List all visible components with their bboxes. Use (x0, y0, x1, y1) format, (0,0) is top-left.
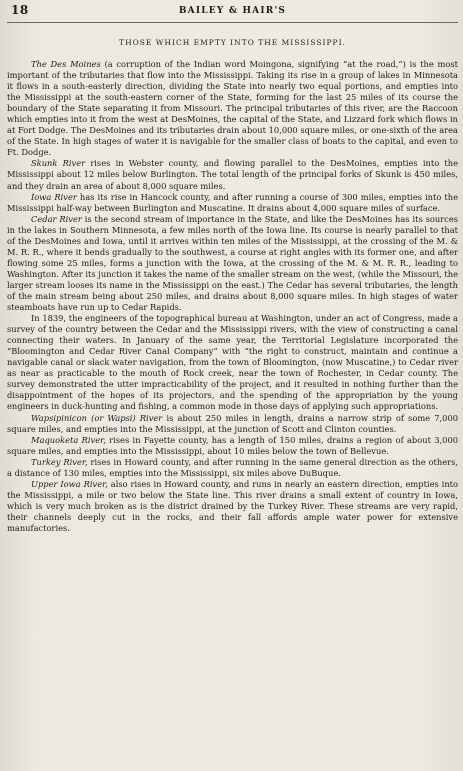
river-name: Wapsipinicon (or Wapsi) River (31, 412, 163, 423)
paragraph-wapsipinicon-river (7, 413, 458, 435)
river-name: Turkey River, (31, 456, 88, 467)
river-name: Cedar River (31, 213, 82, 224)
paragraph-text: In 1839, the engineers of the topographical bureau at Washington, under an act of Congress, made a survey of the country between the Cedar and the Mississippi rivers, with the view of constructing a canal connecting their waters. In January of the same year, the Territorial Legislature incorporated the “Bloomington and Cedar River Canal Company” with “the right to construct, maintain and continue a navigable canal or slack water navigation, from the town of Bloomington, (now Muscatine,) to Cedar river as near as practicable to the mouth of Rock creek, near the town of Rochester, in Cedar county. The survey demonstrated the utter impracticability of the project, and it resulted in nothing further than the disappointment of the hopes of its projectors, and the spending of the appropriation by the young engineers in duck-hunting and fishing, a common mode in those days of applying such appropriations. (7, 313, 458, 412)
paragraph-text: is about 250 miles in length, drains a narrow strip of some 7,000 square miles, and empties into the Mississippi, at the junction of Scott and Clinton counties. (7, 412, 459, 434)
river-name: Skunk River (31, 158, 86, 169)
river-name: Maquoketa River, (31, 434, 106, 445)
river-name: Upper Iowa River, (31, 478, 108, 489)
paragraph-text: (a corruption of the Indian word Moingona, signifying “at the road,”) is the most important of the tributaries that flow into the Mississippi. Taking its rise in a group of lakes in Minnesota it flows in a south-easterly direction, dividing the State into nearly two equal portions, and empties into the Mississippi at the south-eastern corner of the State, forming for the last 25 miles of its course the boundary of the State separating it from Missouri. The principal tributaries of this river, are the Raccoon which empties into it from the west at DesMoines, the capital of the State, and Lizzard fork which flows in at Fort Dodge. The DesMoines and its tributaries drain about 10,000 square miles, or one-sixth of the area of the State. In high stages of water it is navigable for the smaller class of boats to the capital, and even to Ft. Dodge. (7, 59, 458, 158)
paragraph-text: rises in Howard county, and after running in the same general direction as the others, a distance of 130 miles, empties into the Mississippi, six miles above DuBuque. (7, 456, 459, 478)
body-text (7, 59, 458, 534)
paragraph-cedar-river (7, 214, 458, 313)
paragraph-iowa-river (7, 192, 458, 214)
running-title: BAILEY & HAIR'S (178, 6, 287, 16)
paragraph-maquoketa-river (7, 435, 458, 457)
paragraph-des-moines (7, 59, 458, 158)
paragraph-text: is the second stream of importance in the State, and like the DesMoines has its sources in the lakes in Southern Minnesota, a few miles north of the Iowa line. Its course is nearly parallel to that of the DesMoines and Iowa, until it arrives within ten miles of the Mississippi, at the crossing of the M. & M. R. R., where it bends gradually to the southwest, a course at right angles with its former one, and after flowing some 25 miles, forms a junction with the Iowa, at the crossing of the M. & M. R. R., leading to Washington. After its junction it takes the name of the smaller stream on the west, (while the Missouri, the larger stream looses its name in the Mississippi on the east.) The Cedar has several tributaries, the length of the main stream being about 250 miles, and drains about 8,000 square miles. In high stages of water steamboats have run up to Cedar Rapids. (7, 213, 458, 313)
paragraph-skunk-river (7, 158, 458, 191)
paragraph-canal-survey (7, 313, 458, 412)
page-number: 18 (11, 3, 29, 17)
river-name: The Des Moines (31, 59, 101, 69)
paragraph-upper-iowa-river (7, 479, 458, 534)
paragraph-text: rises in Fayette county, has a length of 150 miles, drains a region of about 3,000 square miles, and empties into the Mississippi, about 10 miles below the town of Bellevue. (7, 434, 458, 456)
paragraph-turkey-river (7, 457, 458, 479)
section-heading: THOSE WHICH EMPTY INTO THE MISSISSIPPI. (119, 38, 346, 47)
river-name: Iowa River (31, 191, 77, 202)
paragraph-text: has its rise in Hancock county, and after running a course of 300 miles, empties into the Mississippi half-way between Burlington and Muscatine. It drains about 4,000 square miles of surface. (7, 191, 458, 213)
paragraph-text: rises in Webster county, and flowing parallel to the DesMoines, empties into the Mississippi about 12 miles below Burlington. The total length of the principal forks of Skunk is 450 miles, and they drain an area of about 8,000 square miles. (7, 158, 459, 191)
paragraph-text: also rises in Howard county, and runs in nearly an eastern direction, empties into the Mississippi, a mile or two below the State line. This river drains a small extent of country in Iowa, which is very much broken as is the district drained by the Turkey River. These streams are very rapid, their channels deeply cut in the rocks, and their fall affords ample water power for extensive manufactories. (7, 478, 458, 533)
running-head (7, 0, 458, 23)
